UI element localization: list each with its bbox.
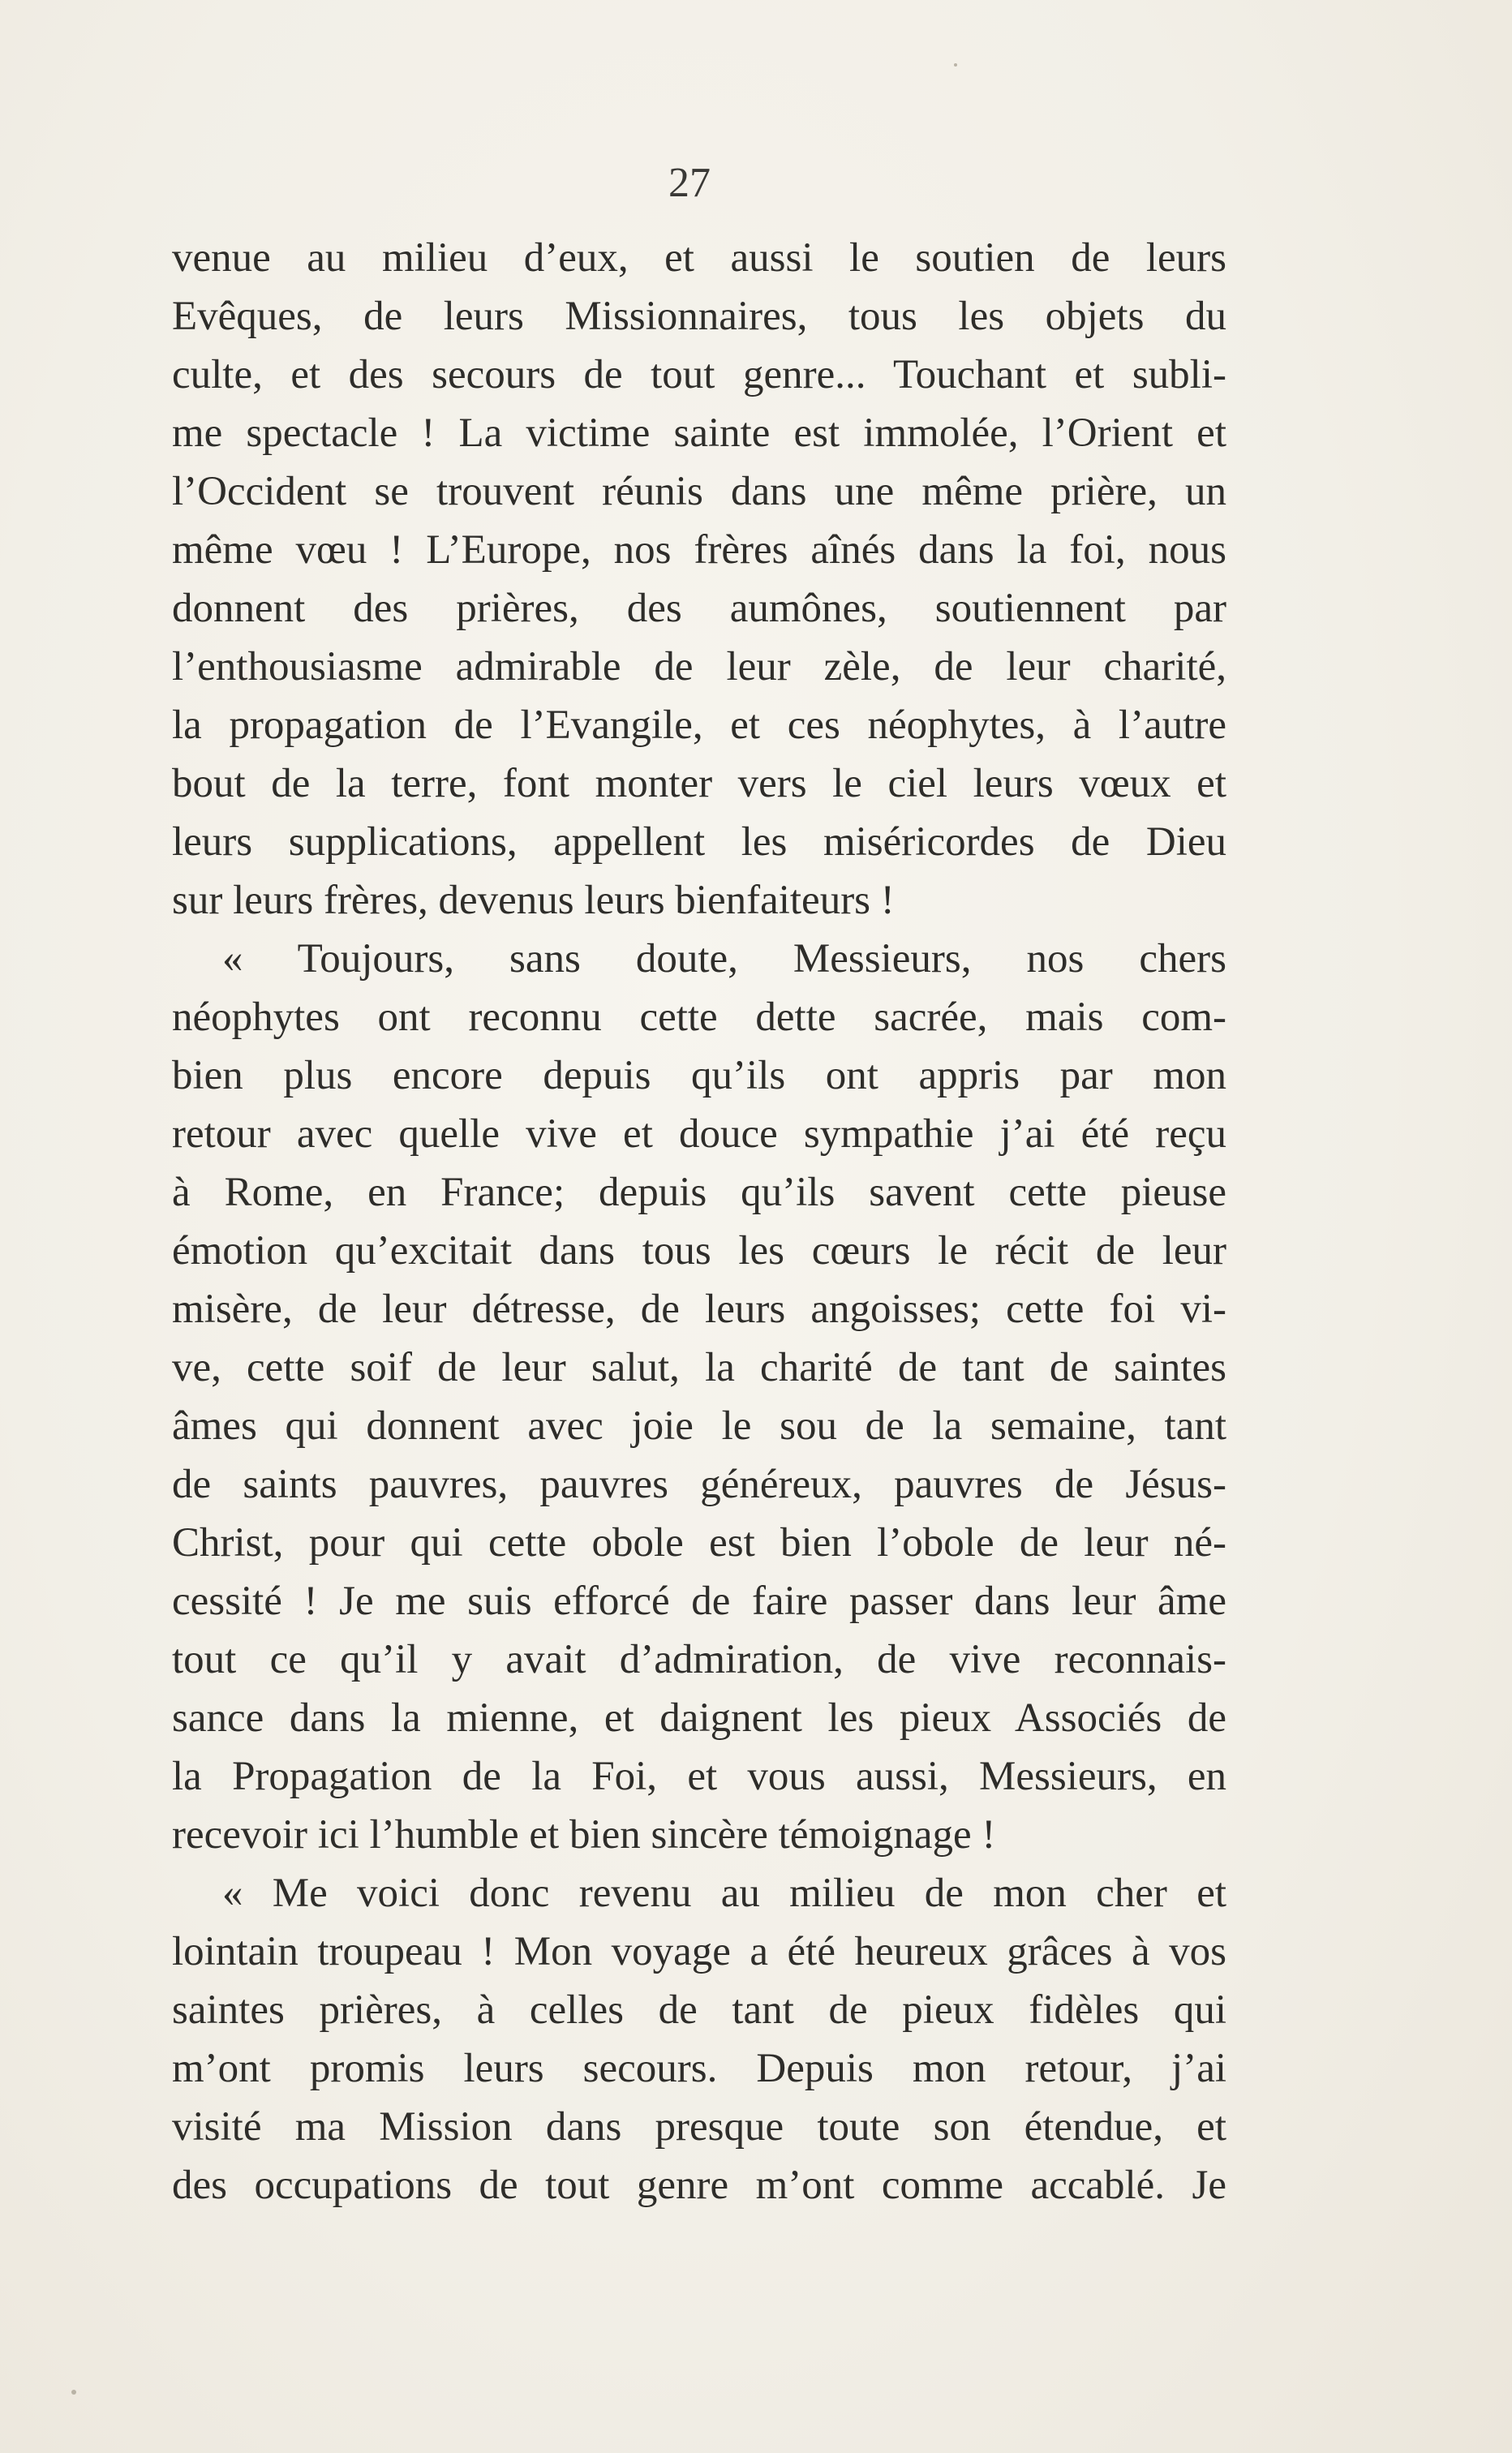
- paper-speck: [954, 63, 957, 67]
- text-line: bien plus encore depuis qu’ils ont appris par mon: [172, 1053, 1226, 1098]
- text-line: l’Occident se trouvent réunis dans une même prière, un: [172, 469, 1226, 514]
- text-line: cessité ! Je me suis efforcé de faire passer dans leur âme: [172, 1579, 1226, 1624]
- text-line: visité ma Mission dans presque toute son étendue, et: [172, 2104, 1226, 2150]
- text-line: néophytes ont reconnu cette dette sacrée, mais com-: [172, 995, 1226, 1040]
- text-line: même vœu ! L’Europe, nos frères aînés dans la foi, nous: [172, 527, 1226, 573]
- text-line: culte, et des secours de tout genre... Touchant et subli-: [172, 352, 1226, 397]
- body-text: [172, 229, 1226, 2215]
- text-line: Christ, pour qui cette obole est bien l’obole de leur né-: [172, 1520, 1226, 1566]
- text-line: la Propagation de la Foi, et vous aussi, Messieurs, en: [172, 1754, 1226, 1799]
- text-line: saintes prières, à celles de tant de pieux fidèles qui: [172, 1987, 1226, 2033]
- text-line: retour avec quelle vive et douce sympathie j’ai été reçu: [172, 1111, 1226, 1157]
- text-line: ve, cette soif de leur salut, la charité de tant de saintes: [172, 1345, 1226, 1390]
- text-line: à Rome, en France; depuis qu’ils savent cette pieuse: [172, 1170, 1226, 1215]
- paragraph-start-line: « Me voici donc revenu au milieu de mon cher et: [222, 1871, 1226, 1916]
- paragraph-end-line: recevoir ici l’humble et bien sincère témoignage !: [172, 1812, 996, 1858]
- text-line: me spectacle ! La victime sainte est immolée, l’Orient et: [172, 410, 1226, 456]
- text-line: venue au milieu d’eux, et aussi le soutien de leurs: [172, 235, 1226, 281]
- text-line: leurs supplications, appellent les miséricordes de Dieu: [172, 819, 1226, 865]
- text-line: âmes qui donnent avec joie le sou de la semaine, tant: [172, 1403, 1226, 1449]
- paper-speck: [71, 2390, 76, 2395]
- text-line: tout ce qu’il y avait d’admiration, de vive reconnais-: [172, 1637, 1226, 1682]
- text-line: misère, de leur détresse, de leurs angoisses; cette foi vi-: [172, 1287, 1226, 1332]
- text-line: Evêques, de leurs Missionnaires, tous les objets du: [172, 294, 1226, 339]
- text-line: émotion qu’excitait dans tous les cœurs le récit de leur: [172, 1228, 1226, 1274]
- text-line: sance dans la mienne, et daignent les pieux Associés de: [172, 1695, 1226, 1741]
- paragraph-end-line: sur leurs frères, devenus leurs bienfaiteurs !: [172, 878, 895, 923]
- text-line: la propagation de l’Evangile, et ces néophytes, à l’autre: [172, 702, 1226, 748]
- text-line: bout de la terre, font monter vers le ciel leurs vœux et: [172, 761, 1226, 806]
- page-number: 27: [668, 160, 711, 206]
- text-line: des occupations de tout genre m’ont comme accablé. Je: [172, 2163, 1226, 2208]
- text-line: de saints pauvres, pauvres généreux, pauvres de Jésus-: [172, 1462, 1226, 1507]
- text-line: lointain troupeau ! Mon voyage a été heureux grâces à vos: [172, 1929, 1226, 1974]
- text-line: donnent des prières, des aumônes, soutiennent par: [172, 586, 1226, 631]
- text-line: m’ont promis leurs secours. Depuis mon retour, j’ai: [172, 2046, 1226, 2091]
- text-line: l’enthousiasme admirable de leur zèle, de leur charité,: [172, 644, 1226, 690]
- paragraph-start-line: « Toujours, sans doute, Messieurs, nos chers: [222, 936, 1226, 982]
